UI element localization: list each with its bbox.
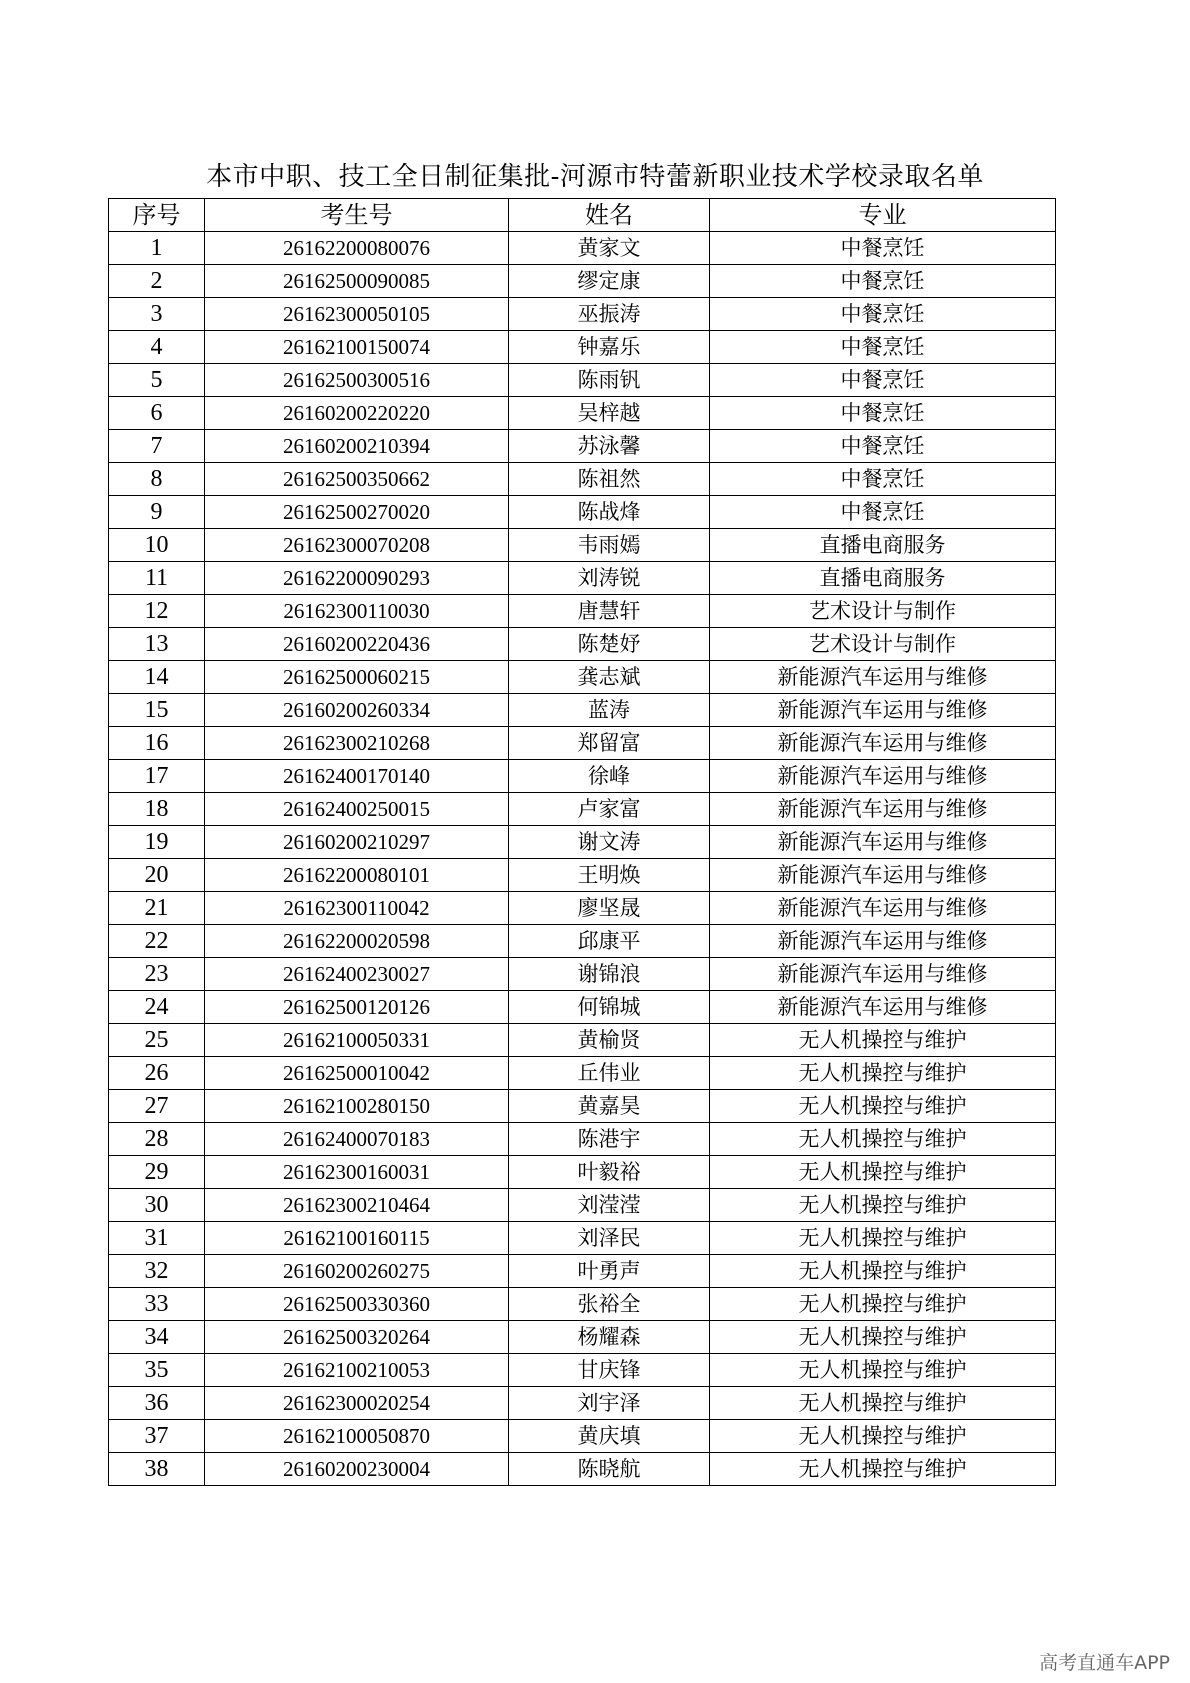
cell-major: 无人机操控与维护 xyxy=(710,1090,1056,1123)
cell-index: 21 xyxy=(109,892,205,925)
cell-name: 蓝涛 xyxy=(509,694,710,727)
cell-exam-number: 26162100050870 xyxy=(205,1420,509,1453)
cell-exam-number: 26162300210268 xyxy=(205,727,509,760)
cell-major: 无人机操控与维护 xyxy=(710,1024,1056,1057)
cell-major: 中餐烹饪 xyxy=(710,331,1056,364)
cell-name: 钟嘉乐 xyxy=(509,331,710,364)
table-row xyxy=(109,1420,1056,1453)
table-row xyxy=(109,694,1056,727)
cell-major: 新能源汽车运用与维修 xyxy=(710,859,1056,892)
cell-index: 7 xyxy=(109,430,205,463)
cell-exam-number: 26162500060215 xyxy=(205,661,509,694)
cell-index: 3 xyxy=(109,298,205,331)
table-row xyxy=(109,727,1056,760)
cell-exam-number: 26162300020254 xyxy=(205,1387,509,1420)
cell-index: 27 xyxy=(109,1090,205,1123)
cell-name: 刘宇泽 xyxy=(509,1387,710,1420)
cell-name: 张裕全 xyxy=(509,1288,710,1321)
cell-major: 新能源汽车运用与维修 xyxy=(710,826,1056,859)
cell-major: 艺术设计与制作 xyxy=(710,628,1056,661)
cell-index: 31 xyxy=(109,1222,205,1255)
cell-index: 32 xyxy=(109,1255,205,1288)
table-row xyxy=(109,1090,1056,1123)
cell-exam-number: 26162400230027 xyxy=(205,958,509,991)
cell-index: 13 xyxy=(109,628,205,661)
cell-exam-number: 26162300110030 xyxy=(205,595,509,628)
cell-major: 新能源汽车运用与维修 xyxy=(710,760,1056,793)
cell-exam-number: 26160200220436 xyxy=(205,628,509,661)
cell-exam-number: 26162500270020 xyxy=(205,496,509,529)
cell-index: 30 xyxy=(109,1189,205,1222)
cell-name: 邱康平 xyxy=(509,925,710,958)
cell-name: 何锦城 xyxy=(509,991,710,1024)
cell-exam-number: 26162300110042 xyxy=(205,892,509,925)
table-row xyxy=(109,1024,1056,1057)
table-row xyxy=(109,496,1056,529)
cell-exam-number: 26160200260334 xyxy=(205,694,509,727)
cell-exam-number: 26162300050105 xyxy=(205,298,509,331)
cell-name: 黄榆贤 xyxy=(509,1024,710,1057)
table-row xyxy=(109,892,1056,925)
cell-exam-number: 26160200220220 xyxy=(205,397,509,430)
table-header-row xyxy=(109,199,1056,232)
cell-name: 唐慧轩 xyxy=(509,595,710,628)
cell-major: 无人机操控与维护 xyxy=(710,1420,1056,1453)
cell-major: 直播电商服务 xyxy=(710,529,1056,562)
table-row xyxy=(109,397,1056,430)
cell-exam-number: 26162300070208 xyxy=(205,529,509,562)
cell-name: 廖坚晟 xyxy=(509,892,710,925)
cell-name: 叶勇声 xyxy=(509,1255,710,1288)
cell-name: 黄嘉昊 xyxy=(509,1090,710,1123)
cell-exam-number: 26162100150074 xyxy=(205,331,509,364)
cell-index: 18 xyxy=(109,793,205,826)
cell-index: 35 xyxy=(109,1354,205,1387)
cell-major: 艺术设计与制作 xyxy=(710,595,1056,628)
cell-major: 直播电商服务 xyxy=(710,562,1056,595)
cell-index: 23 xyxy=(109,958,205,991)
cell-index: 34 xyxy=(109,1321,205,1354)
cell-index: 14 xyxy=(109,661,205,694)
table-row xyxy=(109,1288,1056,1321)
cell-exam-number: 26162500320264 xyxy=(205,1321,509,1354)
table-row xyxy=(109,1387,1056,1420)
cell-exam-number: 26162400070183 xyxy=(205,1123,509,1156)
cell-index: 26 xyxy=(109,1057,205,1090)
cell-exam-number: 26162400250015 xyxy=(205,793,509,826)
table-row xyxy=(109,1057,1056,1090)
admission-table xyxy=(108,198,1056,1486)
table-row xyxy=(109,1453,1056,1486)
cell-name: 巫振涛 xyxy=(509,298,710,331)
cell-major: 无人机操控与维护 xyxy=(710,1255,1056,1288)
cell-major: 新能源汽车运用与维修 xyxy=(710,991,1056,1024)
cell-exam-number: 26160200230004 xyxy=(205,1453,509,1486)
watermark-text: 高考直通车APP xyxy=(1039,1652,1170,1674)
table-row xyxy=(109,430,1056,463)
cell-major: 无人机操控与维护 xyxy=(710,1123,1056,1156)
cell-exam-number: 26162300210464 xyxy=(205,1189,509,1222)
cell-exam-number: 26162400170140 xyxy=(205,760,509,793)
cell-index: 4 xyxy=(109,331,205,364)
table-row xyxy=(109,1321,1056,1354)
cell-exam-number: 26162100050331 xyxy=(205,1024,509,1057)
cell-name: 陈战烽 xyxy=(509,496,710,529)
table-row xyxy=(109,562,1056,595)
table-row xyxy=(109,529,1056,562)
cell-name: 杨耀森 xyxy=(509,1321,710,1354)
table-row xyxy=(109,1123,1056,1156)
cell-exam-number: 26162200090293 xyxy=(205,562,509,595)
cell-exam-number: 26160200210297 xyxy=(205,826,509,859)
cell-index: 29 xyxy=(109,1156,205,1189)
cell-index: 37 xyxy=(109,1420,205,1453)
cell-major: 中餐烹饪 xyxy=(710,364,1056,397)
cell-name: 叶毅裕 xyxy=(509,1156,710,1189)
cell-exam-number: 26162100210053 xyxy=(205,1354,509,1387)
cell-name: 刘泽民 xyxy=(509,1222,710,1255)
cell-major: 无人机操控与维护 xyxy=(710,1453,1056,1486)
cell-name: 陈祖然 xyxy=(509,463,710,496)
table-row xyxy=(109,298,1056,331)
cell-major: 新能源汽车运用与维修 xyxy=(710,958,1056,991)
table-row xyxy=(109,364,1056,397)
table-row xyxy=(109,1189,1056,1222)
cell-exam-number: 26162300160031 xyxy=(205,1156,509,1189)
cell-exam-number: 26162500090085 xyxy=(205,265,509,298)
cell-index: 33 xyxy=(109,1288,205,1321)
table-row xyxy=(109,760,1056,793)
cell-index: 8 xyxy=(109,463,205,496)
cell-index: 17 xyxy=(109,760,205,793)
table-row xyxy=(109,331,1056,364)
cell-major: 中餐烹饪 xyxy=(710,298,1056,331)
cell-index: 5 xyxy=(109,364,205,397)
table-row xyxy=(109,265,1056,298)
cell-index: 19 xyxy=(109,826,205,859)
table-row xyxy=(109,1156,1056,1189)
cell-name: 王明焕 xyxy=(509,859,710,892)
cell-exam-number: 26162500010042 xyxy=(205,1057,509,1090)
table-row xyxy=(109,1354,1056,1387)
cell-major: 无人机操控与维护 xyxy=(710,1321,1056,1354)
cell-exam-number: 26162200080076 xyxy=(205,232,509,265)
cell-index: 25 xyxy=(109,1024,205,1057)
cell-exam-number: 26162500330360 xyxy=(205,1288,509,1321)
table-row xyxy=(109,958,1056,991)
cell-exam-number: 26162200080101 xyxy=(205,859,509,892)
cell-index: 11 xyxy=(109,562,205,595)
cell-major: 新能源汽车运用与维修 xyxy=(710,694,1056,727)
cell-exam-number: 26162100160115 xyxy=(205,1222,509,1255)
table-row xyxy=(109,463,1056,496)
cell-index: 6 xyxy=(109,397,205,430)
cell-major: 新能源汽车运用与维修 xyxy=(710,727,1056,760)
table-row xyxy=(109,628,1056,661)
cell-name: 黄家文 xyxy=(509,232,710,265)
cell-index: 24 xyxy=(109,991,205,1024)
cell-index: 12 xyxy=(109,595,205,628)
cell-exam-number: 26162500300516 xyxy=(205,364,509,397)
cell-name: 刘涛锐 xyxy=(509,562,710,595)
cell-name: 郑留富 xyxy=(509,727,710,760)
cell-major: 无人机操控与维护 xyxy=(710,1288,1056,1321)
cell-exam-number: 26162200020598 xyxy=(205,925,509,958)
table-row xyxy=(109,232,1056,265)
cell-index: 9 xyxy=(109,496,205,529)
cell-exam-number: 26160200260275 xyxy=(205,1255,509,1288)
cell-major: 新能源汽车运用与维修 xyxy=(710,892,1056,925)
cell-index: 22 xyxy=(109,925,205,958)
column-header-major: 专业 xyxy=(710,199,1056,232)
cell-exam-number: 26160200210394 xyxy=(205,430,509,463)
cell-major: 新能源汽车运用与维修 xyxy=(710,661,1056,694)
table-row xyxy=(109,859,1056,892)
cell-name: 吴梓越 xyxy=(509,397,710,430)
cell-exam-number: 26162500350662 xyxy=(205,463,509,496)
cell-name: 陈雨钒 xyxy=(509,364,710,397)
cell-name: 卢家富 xyxy=(509,793,710,826)
cell-name: 刘滢滢 xyxy=(509,1189,710,1222)
cell-exam-number: 26162500120126 xyxy=(205,991,509,1024)
cell-name: 缪定康 xyxy=(509,265,710,298)
table-row xyxy=(109,595,1056,628)
cell-index: 28 xyxy=(109,1123,205,1156)
cell-major: 中餐烹饪 xyxy=(710,397,1056,430)
cell-name: 谢文涛 xyxy=(509,826,710,859)
cell-index: 15 xyxy=(109,694,205,727)
table-row xyxy=(109,1255,1056,1288)
cell-index: 10 xyxy=(109,529,205,562)
cell-major: 新能源汽车运用与维修 xyxy=(710,925,1056,958)
cell-index: 1 xyxy=(109,232,205,265)
cell-index: 2 xyxy=(109,265,205,298)
cell-exam-number: 26162100280150 xyxy=(205,1090,509,1123)
cell-major: 无人机操控与维护 xyxy=(710,1156,1056,1189)
cell-major: 中餐烹饪 xyxy=(710,232,1056,265)
cell-major: 中餐烹饪 xyxy=(710,463,1056,496)
cell-name: 苏泳馨 xyxy=(509,430,710,463)
cell-major: 中餐烹饪 xyxy=(710,496,1056,529)
table-row xyxy=(109,793,1056,826)
column-header-index: 序号 xyxy=(109,199,205,232)
cell-name: 黄庆填 xyxy=(509,1420,710,1453)
cell-name: 陈楚妤 xyxy=(509,628,710,661)
cell-name: 陈晓航 xyxy=(509,1453,710,1486)
column-header-name: 姓名 xyxy=(509,199,710,232)
cell-name: 韦雨嫣 xyxy=(509,529,710,562)
cell-name: 徐峰 xyxy=(509,760,710,793)
cell-name: 龚志斌 xyxy=(509,661,710,694)
table-row xyxy=(109,925,1056,958)
cell-major: 新能源汽车运用与维修 xyxy=(710,793,1056,826)
table-row xyxy=(109,1222,1056,1255)
cell-name: 陈港宇 xyxy=(509,1123,710,1156)
cell-name: 甘庆锋 xyxy=(509,1354,710,1387)
cell-major: 中餐烹饪 xyxy=(710,265,1056,298)
column-header-exam-number: 考生号 xyxy=(205,199,509,232)
table-row xyxy=(109,826,1056,859)
table-row xyxy=(109,661,1056,694)
cell-major: 中餐烹饪 xyxy=(710,430,1056,463)
table-row xyxy=(109,991,1056,1024)
cell-major: 无人机操控与维护 xyxy=(710,1387,1056,1420)
cell-major: 无人机操控与维护 xyxy=(710,1222,1056,1255)
cell-name: 丘伟业 xyxy=(509,1057,710,1090)
cell-index: 38 xyxy=(109,1453,205,1486)
page-title: 本市中职、技工全日制征集批-河源市特蕾新职业技术学校录取名单 xyxy=(206,162,984,192)
table-body xyxy=(109,232,1056,1486)
cell-index: 20 xyxy=(109,859,205,892)
cell-major: 无人机操控与维护 xyxy=(710,1354,1056,1387)
cell-name: 谢锦浪 xyxy=(509,958,710,991)
cell-index: 16 xyxy=(109,727,205,760)
cell-major: 无人机操控与维护 xyxy=(710,1189,1056,1222)
cell-index: 36 xyxy=(109,1387,205,1420)
cell-major: 无人机操控与维护 xyxy=(710,1057,1056,1090)
